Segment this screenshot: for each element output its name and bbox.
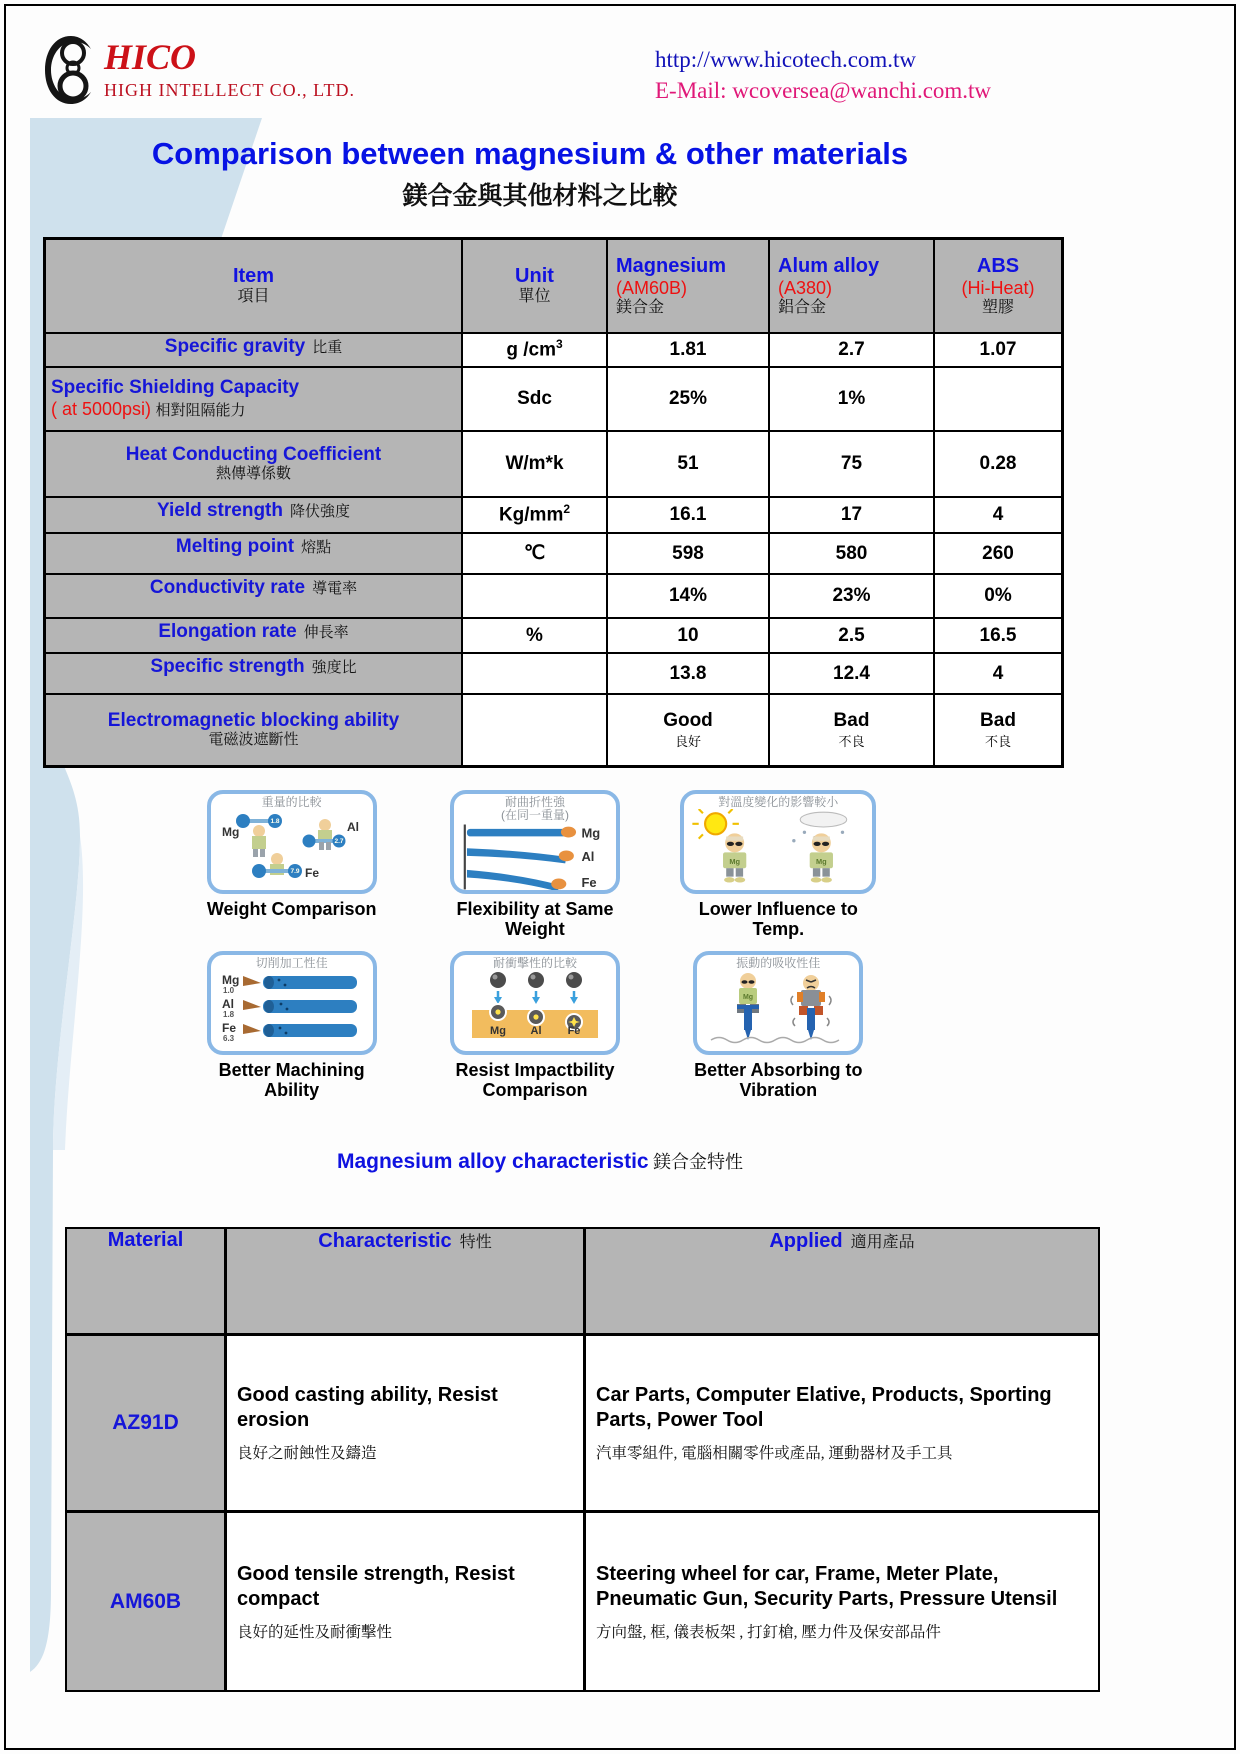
cell-unit: ℃ [463, 534, 606, 573]
cell-value: 10 [608, 619, 768, 652]
vibration-illustration-icon: 振動的吸收性佳 Mg [693, 951, 863, 1055]
cell-unit [463, 654, 606, 693]
machining-illustration-icon: 切削加工性佳 Mg 1.0 Al 1.8 Fe 6.3 [207, 951, 377, 1055]
characteristic-cell: Good casting ability, Resist erosion 良好之耐蝕性及鑄造 [227, 1336, 583, 1510]
panel-temperature: 對溫度變化的影響較小 Mg Mg Lower Influence to Temp. [658, 790, 898, 939]
cell-value: 0.28 [935, 432, 1061, 496]
impact-illustration-icon: 耐衝擊性的比較 Mg Al Fe [450, 951, 620, 1055]
row-item-melting-point: Melting point 熔點 [46, 534, 461, 573]
col-header-zh: 單位 [518, 288, 551, 306]
cell-value: 13.8 [608, 654, 768, 693]
row-item-shielding-capacity: Specific Shielding Capacity ( at 5000psi) 相對阻隔能力 [46, 368, 461, 430]
row-item-specific-gravity: Specific gravity 比重 [46, 334, 461, 366]
cell-unit [463, 575, 606, 617]
cell-value: 16.5 [935, 619, 1061, 652]
col-header-en: Magnesium [616, 254, 727, 277]
row-item-em-blocking: Electromagnetic blocking ability 電磁波遮斷性 [46, 695, 461, 765]
cell-value: 2.7 [770, 334, 933, 366]
svg-text:Fe: Fe [304, 865, 319, 880]
svg-text:Mg: Mg [743, 993, 754, 1001]
applied-cell: Steering wheel for car, Frame, Meter Plate, Pneumatic Gun, Security Parts, Pressure Utensil 方向盤, 框, 儀表板架 , 打釘槍, 壓力件及保安部品件 [586, 1513, 1098, 1690]
cell-value: 25% [608, 368, 768, 430]
col-header-en: Alum alloy [778, 254, 880, 277]
page-title: Comparison between magnesium & other materials [151, 136, 909, 171]
svg-text:7.9: 7.9 [290, 867, 300, 875]
email-link[interactable]: E-Mail: wcoversea@wanchi.com.tw [655, 78, 992, 104]
cell-value: 0% [935, 575, 1061, 617]
svg-text:1.0: 1.0 [222, 985, 234, 995]
cell-value: Bad 不良 [770, 695, 933, 765]
col-header-unit [463, 240, 606, 332]
col-header-en: Item [232, 265, 275, 288]
cell-unit [463, 695, 606, 765]
svg-text:Mg: Mg [729, 856, 741, 866]
col-header-item [46, 240, 461, 332]
svg-text:Fe: Fe [581, 875, 597, 891]
svg-text:Al: Al [346, 819, 359, 834]
temperature-illustration-icon: 對溫度變化的影響較小 Mg Mg [680, 790, 876, 894]
svg-text:Mg: Mg [581, 825, 601, 841]
col-header-en: Unit [515, 265, 554, 288]
cell-value: 4 [935, 654, 1061, 693]
website-link[interactable]: http://www.hicotech.com.tw [655, 47, 917, 72]
cell-value: 260 [935, 534, 1061, 573]
panel-vibration: 振動的吸收性佳 Mg Better Absorbing to Vibration [658, 951, 898, 1100]
cell-value: 580 [770, 534, 933, 573]
applied-cell: Car Parts, Computer Elative, Products, Sporting Parts, Power Tool 汽車零組件, 電腦相關零件或產品, 運動器材及手工具 [586, 1336, 1098, 1510]
svg-text:Fe: Fe [567, 1024, 581, 1037]
cell-unit: % [463, 619, 606, 652]
cell-value: 51 [608, 432, 768, 496]
cell-unit: $Kg/mm^2$ [463, 498, 606, 532]
panel-machining: 切削加工性佳 Mg 1.0 Al 1.8 Fe 6.3 Better Machining Ability [172, 951, 412, 1100]
col-header-sub: (A380) [778, 277, 833, 298]
hico-logo-icon [42, 34, 100, 106]
material-cell: AZ91D [67, 1336, 224, 1510]
svg-text:6.3: 6.3 [222, 1033, 234, 1043]
cell-value [935, 368, 1061, 430]
characteristic-cell: Good tensile strength, Resist compact 良好的延性及耐衝擊性 [227, 1513, 583, 1690]
col-header-sub: (AM60B) [616, 277, 688, 298]
svg-text:Al: Al [581, 849, 595, 865]
svg-text:Fe: Fe [221, 1020, 236, 1035]
col-header-abs [935, 240, 1061, 332]
cell-unit: g $/cm^3$ [463, 334, 606, 366]
cell-value: Good 良好 [608, 695, 768, 765]
cell-value: 598 [608, 534, 768, 573]
cell-unit: Sdc [463, 368, 606, 430]
cell-value: 23% [770, 575, 933, 617]
svg-text:Mg: Mg [221, 972, 239, 987]
svg-text:1.8: 1.8 [270, 817, 280, 825]
cell-value: 16.1 [608, 498, 768, 532]
row-item-yield-strength: Yield strength 降伏強度 [46, 498, 461, 532]
col-header-applied: Applied 適用產品 [586, 1229, 1098, 1333]
section-title: Magnesium alloy characteristic 鎂合金特性 [336, 1150, 744, 1173]
cell-value: 12.4 [770, 654, 933, 693]
col-header-magnesium [608, 240, 768, 332]
svg-text:Al: Al [221, 996, 234, 1011]
cell-unit: W/m*k [463, 432, 606, 496]
col-header-zh: 塑膠 [981, 298, 1014, 316]
flexibility-illustration-icon: 耐曲折性強 (在同一重量) Mg Al Fe [450, 790, 620, 894]
cell-value: 2.5 [770, 619, 933, 652]
col-header-zh: 鎂合金 [616, 298, 665, 316]
cell-value: 4 [935, 498, 1061, 532]
col-header-en: ABS [976, 254, 1020, 277]
svg-text:Mg: Mg [816, 856, 827, 866]
col-header-alum-alloy [770, 240, 933, 332]
cell-value: 14% [608, 575, 768, 617]
svg-text:Mg: Mg [221, 824, 239, 839]
page-subtitle: 鎂合金與其他材料之比較 [402, 183, 678, 210]
cell-value: 1.07 [935, 334, 1061, 366]
col-header-sub: (Hi-Heat) [961, 277, 1035, 298]
row-item-specific-strength: Specific strength 強度比 [46, 654, 461, 693]
col-header-material: Material [67, 1229, 224, 1333]
cell-value: 1.81 [608, 334, 768, 366]
row-item-heat-conducting: Heat Conducting Coefficient 熱傳導係數 [46, 432, 461, 496]
row-item-conductivity-rate: Conductivity rate 導電率 [46, 575, 461, 617]
svg-text:Mg: Mg [490, 1024, 506, 1037]
col-header-characteristic: Characteristic 特性 [227, 1229, 583, 1333]
weight-comparison-illustration-icon: 重量的比較 Mg 1.8 Al 2.7 7.9 Fe [207, 790, 377, 894]
comparison-table [43, 237, 1064, 768]
svg-text:Al: Al [530, 1024, 542, 1037]
alloy-characteristic-table [65, 1227, 1100, 1692]
cell-value: Bad 不良 [935, 695, 1061, 765]
panel-weight-comparison: 重量的比較 Mg 1.8 Al 2.7 7.9 Fe Weight Comparison [172, 790, 412, 939]
row-item-elongation-rate: Elongation rate 伸長率 [46, 619, 461, 652]
svg-text:2.7: 2.7 [334, 837, 344, 845]
svg-text:1.8: 1.8 [222, 1009, 234, 1019]
brand-name: HICO [104, 37, 197, 77]
cell-value: 75 [770, 432, 933, 496]
material-cell: AM60B [67, 1513, 224, 1690]
panel-impact: 耐衝擊性的比較 Mg Al Fe Resist Impactbility Comparison [415, 951, 655, 1100]
feature-panels [170, 790, 900, 1101]
cell-value: 17 [770, 498, 933, 532]
col-header-zh: 鋁合金 [778, 298, 827, 316]
col-header-zh: 項目 [237, 288, 270, 306]
panel-flexibility: 耐曲折性強 (在同一重量) Mg Al Fe Flexibility at Same Weight [415, 790, 655, 939]
cell-value: 1% [770, 368, 933, 430]
company-name: HIGH INTELLECT CO., LTD. [104, 80, 355, 100]
